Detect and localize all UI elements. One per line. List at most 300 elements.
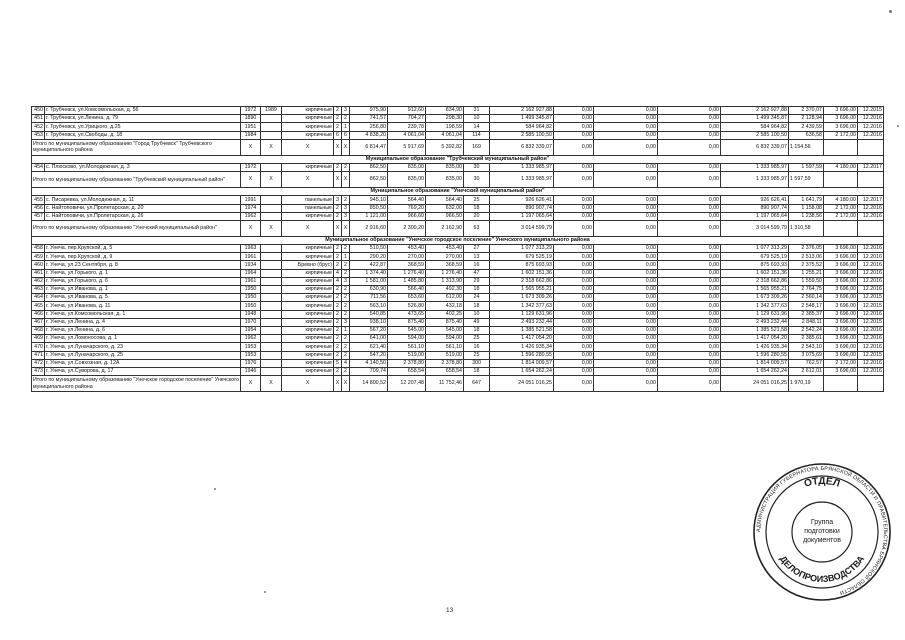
stamp-center-line: подготовки	[804, 528, 840, 535]
residents-cell: 49	[464, 318, 490, 326]
x-cell: X	[261, 376, 282, 392]
year-renovated-cell	[261, 196, 282, 204]
address-cell: г. Унеча, ул.Комсомольская, д. 1	[45, 310, 241, 318]
owners-funds-cell: 1 673 309,26	[721, 294, 789, 302]
cost-cell: 1 814 009,57	[490, 359, 554, 367]
row-number-cell: 463	[32, 286, 45, 294]
entrances-cell: 2	[342, 294, 350, 302]
year-built-cell: 1974	[241, 204, 261, 212]
cost-cell: 584 964,82	[490, 123, 554, 131]
budget-cell: 0,00	[594, 326, 658, 334]
residential-area-cell: 1 276,40	[426, 269, 464, 277]
living-area-cell: 875,40	[388, 318, 426, 326]
floors-cell: 2	[334, 212, 342, 220]
address-cell: г. Унеча, ул.Совхозная, д. 12А	[45, 359, 241, 367]
entrances-cell: 1	[342, 123, 350, 131]
local-budget-cell: 0,00	[658, 359, 721, 367]
deadline-cell: 12.2016	[858, 212, 884, 220]
year-built-cell: 1963	[241, 245, 261, 253]
group-header-row	[32, 236, 884, 244]
unit-cost-cell: 1 310,58	[789, 220, 824, 236]
fund-cell: 0,00	[554, 269, 594, 277]
living-area-cell: 270,00	[388, 253, 426, 261]
address-cell: г. Унеча, ул.Ломоносова, д. 1	[45, 335, 241, 343]
year-renovated-cell	[261, 318, 282, 326]
local-budget-cell: 0,00	[658, 318, 721, 326]
address-cell: г. Унеча, ул.Иванова, д. 11	[45, 302, 241, 310]
max-unit-cost-cell: 3 696,00	[824, 286, 858, 294]
x-cell: X	[342, 139, 350, 155]
table-row	[32, 277, 884, 285]
budget-cell: 0,00	[594, 286, 658, 294]
address-cell: г. Унеча, ул.Луначарского, д. 23	[45, 343, 241, 351]
wall-material-cell: кирпичные	[282, 123, 334, 131]
year-built-cell: 1961	[241, 253, 261, 261]
wall-material-cell: кирпичные	[282, 269, 334, 277]
row-number-cell: 468	[32, 326, 45, 334]
owners-funds-cell: 1 602 151,36	[721, 269, 789, 277]
year-built-cell: 1962	[241, 212, 261, 220]
owners-funds-cell: 1 197 065,64	[721, 212, 789, 220]
residents-cell: 10	[464, 310, 490, 318]
wall-material-cell: кирпичные	[282, 326, 334, 334]
year-built-cell: 1890	[241, 115, 261, 123]
fund-cell: 0,00	[554, 212, 594, 220]
year-renovated-cell	[261, 343, 282, 351]
living-area-cell: 453,40	[388, 245, 426, 253]
empty-cell	[824, 139, 858, 155]
cost-cell: 2 318 662,86	[490, 277, 554, 285]
empty-cell	[858, 376, 884, 392]
address-cell: с. Найтоповичи, ул.Пролетарская, д. 20	[45, 204, 241, 212]
max-unit-cost-cell: 3 696,00	[824, 367, 858, 375]
entrances-cell: 3	[342, 318, 350, 326]
total-area-cell: 4 838,20	[350, 131, 388, 139]
local-budget-cell: 0,00	[658, 139, 721, 155]
year-built-cell: 1976	[241, 359, 261, 367]
year-renovated-cell	[261, 302, 282, 310]
year-built-cell: 1972	[241, 107, 261, 115]
residential-area-cell: 2 162,90	[426, 220, 464, 236]
residential-area-cell: 561,10	[426, 343, 464, 351]
x-cell: X	[342, 376, 350, 392]
total-area-cell: 2 916,60	[350, 220, 388, 236]
local-budget-cell: 0,00	[658, 253, 721, 261]
residents-cell: 27	[464, 245, 490, 253]
owners-funds-cell: 890 907,74	[721, 204, 789, 212]
wall-material-cell: кирпичные	[282, 277, 334, 285]
budget-cell: 0,00	[594, 123, 658, 131]
fund-cell: 0,00	[554, 107, 594, 115]
owners-funds-cell: 1 565 955,21	[721, 286, 789, 294]
table-row	[32, 359, 884, 367]
total-area-cell: 563,10	[350, 302, 388, 310]
living-area-cell: 912,60	[388, 107, 426, 115]
address-cell: г. Трубчевск, ул.Комсомольская, д. 56	[45, 107, 241, 115]
deadline-cell: 12.2016	[858, 123, 884, 131]
total-area-cell: 540,85	[350, 310, 388, 318]
table-row	[32, 196, 884, 204]
residential-area-cell: 545,00	[426, 326, 464, 334]
x-cell: X	[241, 220, 261, 236]
living-area-cell: 2 300,20	[388, 220, 426, 236]
floors-cell: 2	[334, 343, 342, 351]
entrances-cell: 4	[342, 359, 350, 367]
total-area-cell: 4 140,50	[350, 359, 388, 367]
budget-cell: 0,00	[594, 245, 658, 253]
subtotal-row	[32, 220, 884, 236]
year-built-cell: 1962	[241, 335, 261, 343]
living-area-cell: 704,27	[388, 115, 426, 123]
year-built-cell: 1984	[241, 131, 261, 139]
budget-cell: 0,00	[594, 139, 658, 155]
living-area-cell: 239,78	[388, 123, 426, 131]
deadline-cell: 12.2016	[858, 115, 884, 123]
floors-cell: 2	[334, 107, 342, 115]
x-cell: X	[261, 172, 282, 188]
address-cell: г. Унеча, пер.Крупской, д. 5	[45, 245, 241, 253]
residents-cell: 30	[464, 172, 490, 188]
year-built-cell: 1961	[241, 277, 261, 285]
residents-cell: 18	[464, 367, 490, 375]
wall-material-cell: кирпичные	[282, 302, 334, 310]
residents-cell: 25	[464, 196, 490, 204]
local-budget-cell: 0,00	[658, 294, 721, 302]
floors-cell: 3	[334, 196, 342, 204]
entrances-cell: 2	[342, 343, 350, 351]
max-unit-cost-cell: 3 696,00	[824, 277, 858, 285]
unit-cost-cell: 2 128,94	[789, 115, 824, 123]
budget-cell: 0,00	[594, 253, 658, 261]
budget-cell: 0,00	[594, 172, 658, 188]
cost-cell: 890 907,74	[490, 204, 554, 212]
local-budget-cell: 0,00	[658, 376, 721, 392]
cost-cell: 24 051 016,25	[490, 376, 554, 392]
budget-cell: 0,00	[594, 335, 658, 343]
row-number-cell: 469	[32, 335, 45, 343]
max-unit-cost-cell: 3 696,00	[824, 123, 858, 131]
owners-funds-cell: 875 693,93	[721, 261, 789, 269]
total-area-cell: 850,50	[350, 204, 388, 212]
budget-cell: 0,00	[594, 277, 658, 285]
max-unit-cost-cell: 3 696,00	[824, 335, 858, 343]
table-row	[32, 204, 884, 212]
deadline-cell: 12.2016	[858, 367, 884, 375]
local-budget-cell: 0,00	[658, 172, 721, 188]
year-renovated-cell	[261, 310, 282, 318]
wall-material-cell: кирпичные	[282, 253, 334, 261]
residential-area-cell: 270,00	[426, 253, 464, 261]
unit-cost-cell: 3 075,69	[789, 351, 824, 359]
address-cell: г. Унеча, ул.Горького, д. 6	[45, 277, 241, 285]
floors-cell: 2	[334, 318, 342, 326]
fund-cell: 0,00	[554, 310, 594, 318]
unit-cost-cell: 2 848,11	[789, 318, 824, 326]
max-unit-cost-cell: 3 696,00	[824, 294, 858, 302]
owners-funds-cell: 1 077 313,29	[721, 245, 789, 253]
living-area-cell: 653,60	[388, 294, 426, 302]
residential-area-cell: 198,59	[426, 123, 464, 131]
max-unit-cost-cell: 2 172,00	[824, 131, 858, 139]
unit-cost-cell: 2 764,75	[789, 286, 824, 294]
unit-cost-cell: 2 375,52	[789, 261, 824, 269]
owners-funds-cell: 1 814 009,57	[721, 359, 789, 367]
total-area-cell: 862,50	[350, 172, 388, 188]
unit-cost-cell: 2 376,05	[789, 245, 824, 253]
floors-cell: 2	[334, 335, 342, 343]
stamp-outer-text: АДМИНИСТРАЦИЯ ГУБЕРНАТОРА БРЯНСКОЙ ОБЛАСТИ И ПРАВИТЕЛЬСТВА БРЯНСКОЙ ОБЛАСТИ	[755, 465, 889, 596]
table-row	[32, 123, 884, 131]
deadline-cell: 12.2016	[858, 253, 884, 261]
living-area-cell: 835,00	[388, 163, 426, 171]
max-unit-cost-cell: 3 696,00	[824, 351, 858, 359]
local-budget-cell: 0,00	[658, 326, 721, 334]
total-area-cell: 1 121,00	[350, 212, 388, 220]
max-unit-cost-cell: 3 696,00	[824, 269, 858, 277]
cost-cell: 1 333 985,97	[490, 172, 554, 188]
table-row	[32, 326, 884, 334]
local-budget-cell: 0,00	[658, 277, 721, 285]
table-row	[32, 212, 884, 220]
address-cell: г. Трубчевск, ул.Урицкого, д.25	[45, 123, 241, 131]
address-cell: г. Унеча, ул.Ленина, д. 4	[45, 318, 241, 326]
subtotal-row	[32, 376, 884, 392]
living-area-cell: 545,00	[388, 326, 426, 334]
total-area-cell: 709,74	[350, 367, 388, 375]
deadline-cell: 12.2015	[858, 294, 884, 302]
deadline-cell: 12.2017	[858, 163, 884, 171]
floors-cell: 2	[334, 245, 342, 253]
owners-funds-cell: 3 014 599,79	[721, 220, 789, 236]
cost-cell: 1 596 280,55	[490, 351, 554, 359]
row-number-cell: 462	[32, 277, 45, 285]
entrances-cell: 2	[342, 367, 350, 375]
year-built-cell: 1946	[241, 367, 261, 375]
row-number-cell: 461	[32, 269, 45, 277]
year-renovated-cell	[261, 326, 282, 334]
table-row	[32, 115, 884, 123]
deadline-cell: 12.2016	[858, 269, 884, 277]
local-budget-cell: 0,00	[658, 123, 721, 131]
budget-cell: 0,00	[594, 261, 658, 269]
wall-material-cell: панельные	[282, 196, 334, 204]
wall-material-cell: кирпичные	[282, 163, 334, 171]
table-row	[32, 351, 884, 359]
floors-cell: 2	[334, 351, 342, 359]
subtotal-label-cell: Итого по муниципальному образованию "Город Трубчевск" Трубчевского муниципального района	[32, 139, 241, 155]
cost-cell: 2 493 232,44	[490, 318, 554, 326]
cost-cell: 875 693,93	[490, 261, 554, 269]
unit-cost-cell: 2 513,06	[789, 253, 824, 261]
wall-material-cell: кирпичные	[282, 367, 334, 375]
unit-cost-cell: 636,58	[789, 131, 824, 139]
budget-cell: 0,00	[594, 359, 658, 367]
local-budget-cell: 0,00	[658, 367, 721, 375]
fund-cell: 0,00	[554, 115, 594, 123]
row-number-cell: 465	[32, 302, 45, 310]
fund-cell: 0,00	[554, 204, 594, 212]
owners-funds-cell: 24 051 016,25	[721, 376, 789, 392]
owners-funds-cell: 926 626,41	[721, 196, 789, 204]
cost-cell: 1 654 262,24	[490, 367, 554, 375]
max-unit-cost-cell: 4 180,00	[824, 196, 858, 204]
living-area-cell: 473,65	[388, 310, 426, 318]
max-unit-cost-cell: 4 180,00	[824, 163, 858, 171]
table-row	[32, 343, 884, 351]
unit-cost-cell: 2 439,59	[789, 123, 824, 131]
local-budget-cell: 0,00	[658, 212, 721, 220]
row-number-cell: 450	[32, 107, 45, 115]
scan-speck	[889, 10, 892, 13]
row-number-cell: 453	[32, 131, 45, 139]
row-number-cell: 473	[32, 367, 45, 375]
table-row	[32, 107, 884, 115]
living-area-cell: 12 207,48	[388, 376, 426, 392]
fund-cell: 0,00	[554, 261, 594, 269]
residential-area-cell: 835,00	[426, 163, 464, 171]
residents-cell: 13	[464, 253, 490, 261]
deadline-cell: 12.2016	[858, 335, 884, 343]
residential-area-cell: 368,59	[426, 261, 464, 269]
floors-cell: 2	[334, 326, 342, 334]
cost-cell: 1 426 935,34	[490, 343, 554, 351]
stamp-center-line: документов	[803, 537, 841, 544]
max-unit-cost-cell: 2 172,00	[824, 212, 858, 220]
deadline-cell: 12.2015	[858, 351, 884, 359]
residents-cell: 63	[464, 220, 490, 236]
budget-cell: 0,00	[594, 115, 658, 123]
deadline-cell: 12.2015	[858, 107, 884, 115]
living-area-cell: 658,54	[388, 367, 426, 375]
empty-cell	[858, 220, 884, 236]
residents-cell: 30	[464, 163, 490, 171]
cost-cell: 1 499 345,87	[490, 115, 554, 123]
fund-cell: 0,00	[554, 220, 594, 236]
total-area-cell: 422,87	[350, 261, 388, 269]
address-cell: с. Плюсково, ул.Молодежная, д. 3	[45, 163, 241, 171]
entrances-cell: 3	[342, 107, 350, 115]
residents-cell: 300	[464, 359, 490, 367]
residents-cell: 18	[464, 204, 490, 212]
owners-funds-cell: 679 525,19	[721, 253, 789, 261]
fund-cell: 0,00	[554, 123, 594, 131]
row-number-cell: 455	[32, 196, 45, 204]
deadline-cell: 12.2016	[858, 204, 884, 212]
address-cell: г. Унеча, ул.23 Сентября, д. 8	[45, 261, 241, 269]
year-built-cell: 1953	[241, 351, 261, 359]
fund-cell: 0,00	[554, 335, 594, 343]
deadline-cell: 12.2016	[858, 277, 884, 285]
residents-cell: 20	[464, 212, 490, 220]
owners-funds-cell: 584 964,82	[721, 123, 789, 131]
max-unit-cost-cell: 3 696,00	[824, 302, 858, 310]
table-row	[32, 286, 884, 294]
cost-cell: 926 626,41	[490, 196, 554, 204]
address-cell: г. Унеча, ул.Луначарского, д. 25	[45, 351, 241, 359]
max-unit-cost-cell: 3 696,00	[824, 115, 858, 123]
cost-cell: 679 525,19	[490, 253, 554, 261]
wall-material-cell: кирпичные	[282, 115, 334, 123]
residents-cell: 47	[464, 269, 490, 277]
address-cell: с. Писаревка, ул.Молодежная, д. 11	[45, 196, 241, 204]
cost-cell: 1 385 521,58	[490, 326, 554, 334]
fund-cell: 0,00	[554, 367, 594, 375]
residential-area-cell: 564,40	[426, 196, 464, 204]
year-renovated-cell	[261, 261, 282, 269]
floors-cell: 4	[334, 277, 342, 285]
year-built-cell: 1964	[241, 269, 261, 277]
local-budget-cell: 0,00	[658, 286, 721, 294]
entrances-cell: 2	[342, 261, 350, 269]
wall-material-cell: кирпичные	[282, 343, 334, 351]
entrances-cell: 2	[342, 335, 350, 343]
table-row	[32, 253, 884, 261]
unit-cost-cell: 2 385,37	[789, 310, 824, 318]
cost-cell: 1 417 054,20	[490, 335, 554, 343]
living-area-cell: 2 378,80	[388, 359, 426, 367]
subtotal-label-cell: Итого по муниципальному образованию "Унечское городское поселение" Унечского муниципального района	[33, 377, 240, 390]
empty-cell	[858, 139, 884, 155]
table-row	[32, 131, 884, 139]
entrances-cell: 1	[342, 253, 350, 261]
fund-cell: 0,00	[554, 245, 594, 253]
owners-funds-cell: 1 333 985,97	[721, 172, 789, 188]
total-area-cell: 1 374,40	[350, 269, 388, 277]
living-area-cell: 561,10	[388, 343, 426, 351]
floors-cell: 2	[334, 204, 342, 212]
row-number-cell: 472	[32, 359, 45, 367]
cost-cell: 3 014 599,79	[490, 220, 554, 236]
budget-cell: 0,00	[594, 212, 658, 220]
residents-cell: 25	[464, 335, 490, 343]
local-budget-cell: 0,00	[658, 302, 721, 310]
entrances-cell: 2	[342, 196, 350, 204]
floors-cell: 2	[334, 261, 342, 269]
wall-material-cell: кирпичные	[282, 318, 334, 326]
address-cell: г. Унеча, ул.Суворова, д. 17	[45, 367, 241, 375]
row-number-cell: 458	[32, 245, 45, 253]
residents-cell: 14	[464, 123, 490, 131]
fund-cell: 0,00	[554, 294, 594, 302]
local-budget-cell: 0,00	[658, 220, 721, 236]
owners-funds-cell: 1 426 935,34	[721, 343, 789, 351]
deadline-cell: 12.2016	[858, 286, 884, 294]
address-cell: г. Унеча, ул.Горького, д. 1	[45, 269, 241, 277]
budget-cell: 0,00	[594, 107, 658, 115]
stamp-center-line: Группа	[810, 519, 834, 526]
max-unit-cost-cell: 3 696,00	[824, 310, 858, 318]
residents-cell: 18	[464, 302, 490, 310]
x-cell: X	[342, 172, 350, 188]
deadline-cell: 12.2015	[858, 318, 884, 326]
x-cell: X	[241, 376, 261, 392]
local-budget-cell: 0,00	[658, 310, 721, 318]
residential-area-cell: 612,00	[426, 294, 464, 302]
unit-cost-cell: 2 560,14	[789, 294, 824, 302]
year-built-cell: 1972	[241, 163, 261, 171]
unit-cost-cell: 1 154,56	[789, 139, 824, 155]
x-cell: X	[282, 220, 334, 236]
budget-cell: 0,00	[594, 294, 658, 302]
owners-funds-cell: 1 596 280,55	[721, 351, 789, 359]
total-area-cell: 621,40	[350, 343, 388, 351]
max-unit-cost-cell: 3 696,00	[824, 107, 858, 115]
table-row	[32, 261, 884, 269]
scan-speck	[264, 591, 266, 593]
wall-material-cell: кирпичные	[282, 310, 334, 318]
owners-funds-cell: 1 333 985,97	[721, 163, 789, 171]
group-title-cell: Муниципальное образование "Унечский муниципальный район"	[32, 188, 884, 196]
